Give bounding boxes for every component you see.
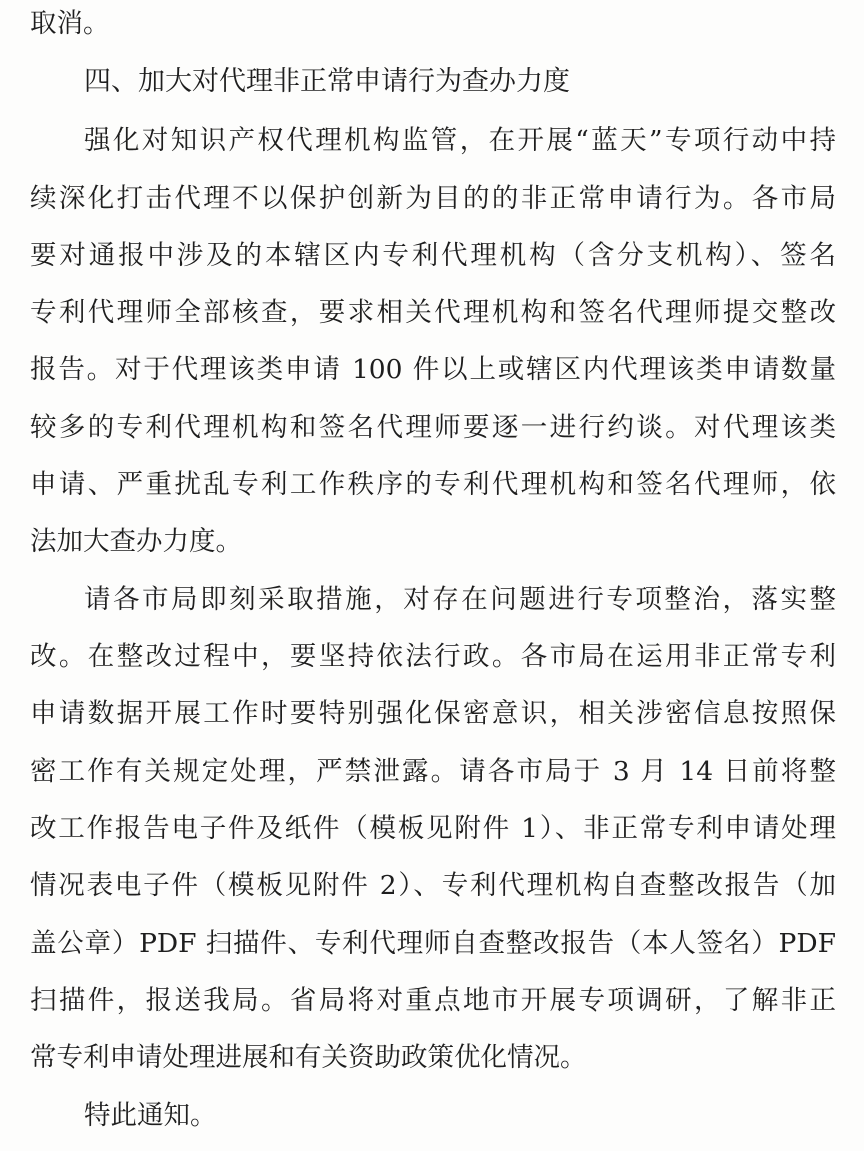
paragraph-line: 常专利申请处理进展和有关资助政策优化情况。 (30, 1042, 587, 1073)
paragraph-line: 专利代理师全部核查，要求相关代理机构和签名代理师提交整改 (30, 297, 836, 328)
paragraph-line: 密工作有关规定处理，严禁泄露。请各市局于 3 月 14 日前将整 (30, 756, 836, 787)
closing-line: 特此通知。 (84, 1100, 217, 1131)
paragraph-line: 请各市局即刻采取措施，对存在问题进行专项整治，落实整 (84, 584, 836, 615)
paragraph-line: 改。在整改过程中，要坚持依法行政。各市局在运用非正常专利 (30, 641, 836, 672)
paragraph-line: 报告。对于代理该类申请 100 件以上或辖区内代理该类申请数量 (30, 354, 836, 385)
paragraph-line: 扫描件，报送我局。省局将对重点地市开展专项调研，了解非正 (30, 985, 836, 1016)
section-heading-four: 四、加大对代理非正常申请行为查办力度 (84, 66, 570, 97)
paragraph-line: 申请数据开展工作时要特别强化保密意识，相关涉密信息按照保 (30, 698, 836, 729)
paragraph-line: 续深化打击代理不以保护创新为目的的非正常申请行为。各市局 (30, 183, 836, 214)
text-line-cancel: 取消。 (30, 8, 110, 39)
paragraph-line: 改工作报告电子件及纸件（模板见附件 1）、非正常专利申请处理 (30, 813, 836, 844)
paragraph-line: 强化对知识产权代理机构监管，在开展“蓝天”专项行动中持 (84, 125, 836, 156)
paragraph-line: 法加大查办力度。 (30, 526, 242, 557)
paragraph-line: 要对通报中涉及的本辖区内专利代理机构（含分支机构）、签名 (30, 240, 836, 271)
paragraph-line: 情况表电子件（模板见附件 2）、专利代理机构自查整改报告（加 (30, 870, 836, 901)
paragraph-line: 申请、严重扰乱专利工作秩序的专利代理机构和签名代理师，依 (30, 469, 836, 500)
paragraph-line: 盖公章）PDF 扫描件、专利代理师自查整改报告（本人签名）PDF (30, 928, 836, 959)
paragraph-line: 较多的专利代理机构和签名代理师要逐一进行约谈。对代理该类 (30, 412, 836, 443)
